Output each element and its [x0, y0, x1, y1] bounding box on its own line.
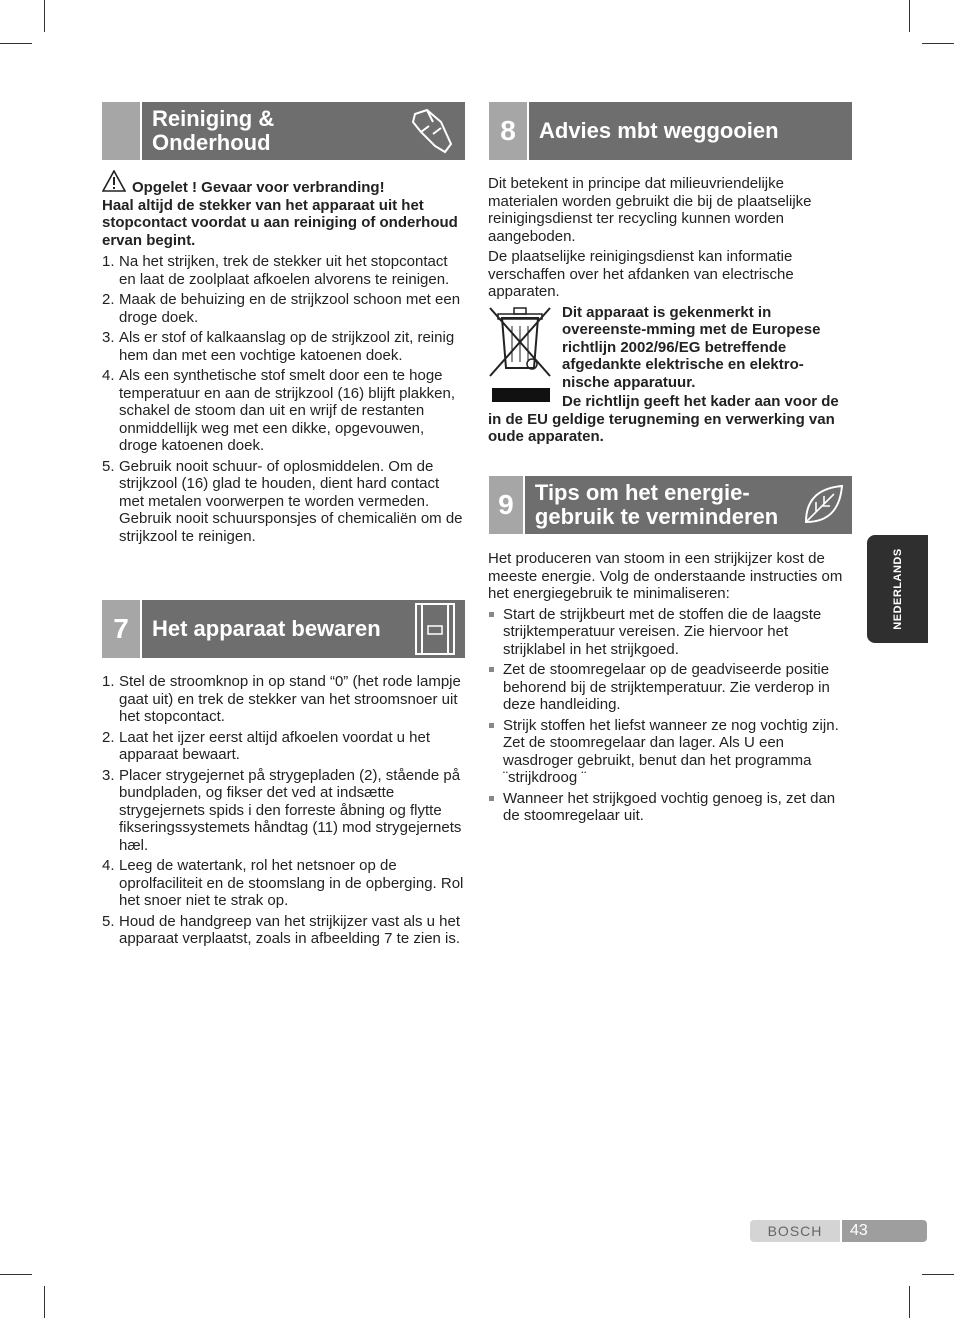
- crop-mark: [922, 43, 954, 44]
- storage-content: [102, 673, 467, 951]
- step-number: 3.: [102, 766, 115, 784]
- step-text: Maak de behuizing en de strijkzool schoon met een droge doek.: [119, 291, 461, 326]
- list-item: [102, 673, 467, 726]
- energy-tips-list: [488, 606, 850, 825]
- list-item: [102, 291, 464, 326]
- section-header-energy: [489, 476, 852, 534]
- crop-mark: [909, 0, 910, 32]
- disposal-paragraph: Dit betekent in principe dat milieuvriendelijke materialen worden gebruikt die bij de plaatselijke reinigingsdienst ter recycling kunnen worden aangeboden.: [488, 175, 812, 245]
- storage-cabinet-icon: [405, 600, 465, 658]
- tip-item: Strijk stoffen het liefst wanneer ze nog vochtig zijn. Zet de stoomregelaar dan lager. Als U een wasdroger gebruikt, benut dan het programma ¨strijkdroog ¨: [488, 717, 850, 787]
- crop-mark: [44, 1286, 45, 1318]
- hand-cleaning-icon: [401, 102, 465, 160]
- section-header-disposal: [489, 102, 852, 160]
- step-text: Stel de stroomknop in op stand “0” (het rode lampje gaat uit) en trek de stekker van het stroomsnoer uit het stopcontact.: [119, 673, 461, 725]
- warning-text: Haal altijd de stekker van het apparaat uit het stopcontact voordat u aan reiniging of onderhoud ervan begint.: [102, 196, 458, 249]
- disposal-content: [488, 175, 850, 449]
- directive-text: Dit apparaat is gekenmerkt in overeenste-mming met de Europese richtlijn 2002/96/EG betreffende afgedankte elektrische en elektro-nische apparatuur.: [562, 303, 821, 391]
- step-text: Laat het ijzer eerst altijd afkoelen voordat u het apparaat bewaart.: [119, 728, 431, 763]
- step-number: 4.: [102, 367, 115, 384]
- tip-item: Zet de stoomregelaar op de geadviseerde positie behorend bij de strijktemperatuur. Zie verderop in deze handleiding.: [488, 661, 850, 714]
- warning-triangle-icon: [102, 170, 132, 197]
- step-text: Als een synthetische stof smelt door een te hoge temperatuur en aan de strijkzool (16) blijft plakken, schakel de stoom dan uit en wrijf de restanten onmiddellijk weg met een dikke, opgevouwen, droge katoenen doek.: [119, 367, 456, 454]
- list-item: [102, 253, 464, 288]
- page-number: 43: [842, 1220, 927, 1242]
- crop-mark: [909, 1286, 910, 1318]
- step-number: 2.: [102, 291, 115, 308]
- language-side-tab: [867, 535, 928, 643]
- list-item: [102, 913, 467, 948]
- list-item: [102, 458, 464, 546]
- section-number-blank: [102, 102, 142, 160]
- directive-text: De richtlijn geeft het kader aan voor de in de EU geldige terugneming en verwerking van oude apparaten.: [488, 393, 839, 445]
- tip-item: Start de strijkbeurt met de stoffen die de laagste strijktemperatuur vereisen. Zie hiervoor het strijklabel in het strijkgoed.: [488, 606, 850, 659]
- section-number: 7: [102, 600, 142, 658]
- list-item: [102, 857, 467, 910]
- energy-intro: Het produceren van stoom in een strijkijzer kost de meeste energie. Volg de onderstaande instructies om het energiegebruik te minimaliseren:: [488, 550, 843, 602]
- step-number: 3.: [102, 329, 115, 346]
- step-number: 1.: [102, 673, 115, 690]
- crop-mark: [922, 1274, 954, 1275]
- step-text: Gebruik nooit schuur- of oplosmiddelen. Om de strijkzool (16) glad te houden, dient hard contact met metalen voorwerpen te worden vermeden. Gebruik nooit schuursponsjes of chemicaliën om de strijkzool te reinigen.: [119, 457, 463, 545]
- list-item: [102, 767, 467, 855]
- step-number: 5.: [102, 912, 115, 930]
- storage-steps-list: [102, 673, 467, 948]
- crop-mark: [44, 0, 45, 32]
- crop-mark: [0, 43, 32, 44]
- section-header-cleaning: [102, 102, 465, 160]
- list-item: [102, 729, 467, 764]
- step-number: 1.: [102, 253, 115, 270]
- tip-item: Wanneer het strijkgoed vochtig genoeg is, zet dan de stoomregelaar uit.: [488, 790, 850, 825]
- step-number: 5.: [102, 457, 115, 475]
- warning-heading: Opgelet ! Gevaar voor verbranding!: [132, 179, 385, 196]
- step-text: Na het strijken, trek de stekker uit het stopcontact en laat de zoolplaat afkoelen alvorens te reinigen.: [119, 253, 450, 288]
- section-title: Reiniging & Onderhoud: [152, 106, 275, 155]
- cleaning-steps-list: [102, 253, 464, 545]
- step-text: Placer strygejernet på strygepladen (2), stående på bundpladen, og fikser det ved at indsætte strygejernets spids i den forreste åbning og flytte fikseringssystemets håndtag (11) mod strygejernets hæl.: [119, 766, 462, 854]
- language-label: NEDERLANDS: [891, 548, 904, 630]
- crop-mark: [0, 1274, 32, 1275]
- disposal-paragraph: De plaatselijke reinigingsdienst kan informatie verschaffen over het afdanken van electrische apparaten.: [488, 248, 794, 300]
- list-item: [102, 329, 464, 364]
- cleaning-content: [102, 170, 464, 548]
- step-text: Als er stof of kalkaanslag op de strijkzool zit, reinig hem dan met een vochtige katoenen doek.: [119, 329, 455, 364]
- crossed-bin-icon: [488, 304, 562, 404]
- step-text: Houd de handgreep van het strijkijzer vast als u het apparaat verplaatst, zoals in afbeelding 7 te zien is.: [119, 912, 461, 947]
- section-title: Het apparaat bewaren: [152, 616, 381, 641]
- section-title: Tips om het energie-gebruik te verminderen: [534, 480, 779, 529]
- section-title: Advies mbt weggooien: [539, 118, 779, 143]
- energy-content: [488, 550, 850, 828]
- leaf-icon: [795, 476, 852, 534]
- step-number: 2.: [102, 728, 115, 746]
- step-text: Leeg de watertank, rol het netsnoer op de oprolfaciliteit en de stoomslang in de opberging. Rol het snoer niet te strak op.: [119, 857, 464, 909]
- footer-brand: BOSCH: [750, 1220, 840, 1242]
- step-number: 4.: [102, 857, 115, 874]
- section-header-storage: [102, 600, 465, 658]
- section-number: 8: [489, 102, 529, 160]
- section-number: 9: [489, 476, 525, 534]
- list-item: [102, 367, 464, 455]
